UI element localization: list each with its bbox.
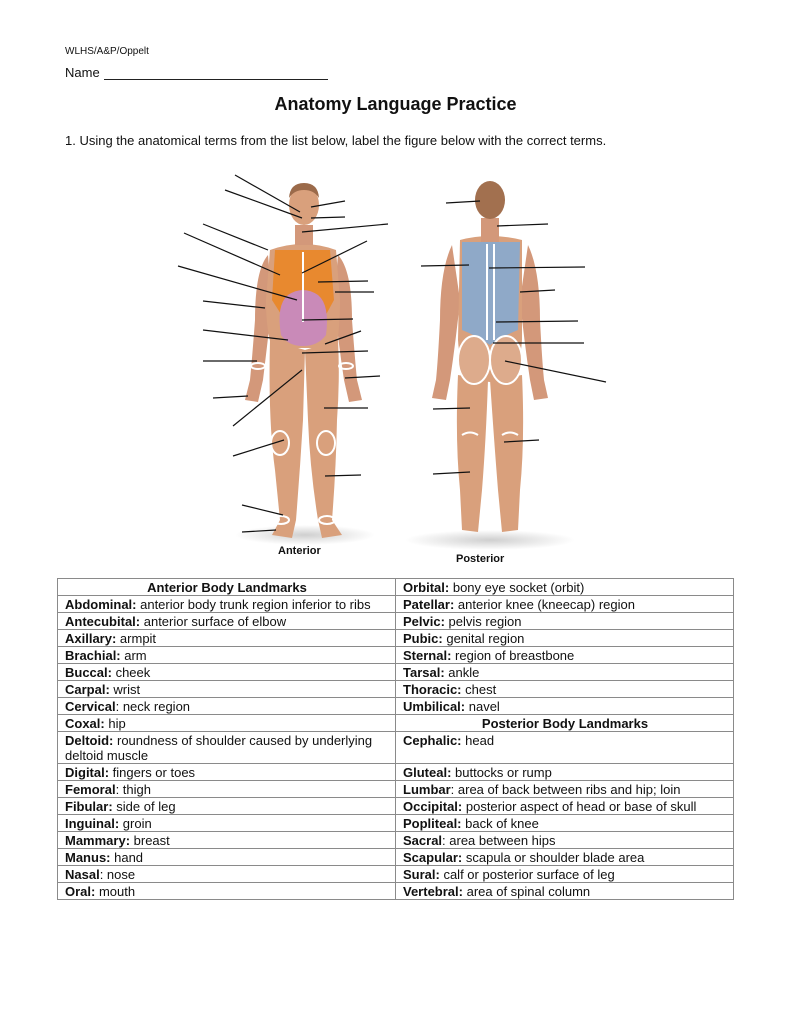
course-tag: WLHS/A&P/Oppelt xyxy=(65,46,149,57)
landmark-term: Gluteal: xyxy=(403,765,452,780)
anterior-figure xyxy=(235,183,375,545)
landmark-term: Fibular: xyxy=(65,799,113,814)
landmark-term: Abdominal: xyxy=(65,597,137,612)
landmark-term: Buccal: xyxy=(65,665,112,680)
landmark-cell xyxy=(58,798,396,815)
landmark-term: Scapular: xyxy=(403,850,463,865)
page-title: Anatomy Language Practice xyxy=(274,94,517,114)
landmark-cell xyxy=(396,579,734,596)
table-row xyxy=(58,815,734,832)
landmark-definition: : area of back between ribs and hip; loin xyxy=(450,782,681,797)
landmark-cell xyxy=(58,647,396,664)
landmark-definition: back of knee xyxy=(461,816,539,831)
landmark-cell xyxy=(58,764,396,781)
landmark-cell xyxy=(396,798,734,815)
landmark-definition: : thigh xyxy=(115,782,151,797)
landmark-term: Vertebral: xyxy=(403,884,463,899)
body-diagram xyxy=(170,165,620,575)
landmark-definition: chest xyxy=(461,682,497,697)
landmark-definition: ankle xyxy=(444,665,480,680)
landmark-definition: genital region xyxy=(442,631,525,646)
landmark-term: Brachial: xyxy=(65,648,121,663)
landmark-definition: mouth xyxy=(95,884,136,899)
landmark-term: Thoracic: xyxy=(403,682,462,697)
landmark-cell xyxy=(58,596,396,613)
table-row xyxy=(58,764,734,781)
landmark-term: Nasal xyxy=(65,867,100,882)
table-row xyxy=(58,613,734,630)
landmark-cell xyxy=(396,681,734,698)
landmark-cell xyxy=(396,883,734,900)
landmark-definition: region of breastbone xyxy=(451,648,575,663)
landmark-definition: navel xyxy=(465,699,500,714)
landmark-definition: cheek xyxy=(111,665,151,680)
landmark-definition: buttocks or rump xyxy=(451,765,552,780)
anatomy-figure xyxy=(170,165,620,575)
landmark-term: Deltoid: xyxy=(65,733,114,748)
landmark-definition: calf or posterior surface of leg xyxy=(439,867,615,882)
landmark-definition: roundness of shoulder caused by underlying deltoid muscle xyxy=(65,733,373,763)
landmark-term: Tarsal: xyxy=(403,665,445,680)
landmark-term: Mammary: xyxy=(65,833,131,848)
landmark-definition: : neck region xyxy=(115,699,191,714)
landmark-term: Sternal: xyxy=(403,648,452,663)
landmark-term: Sural: xyxy=(403,867,440,882)
landmark-cell xyxy=(58,681,396,698)
landmark-cell xyxy=(58,781,396,798)
table-row xyxy=(58,849,734,866)
landmark-cell xyxy=(58,664,396,681)
table-row xyxy=(58,596,734,613)
table-row xyxy=(58,681,734,698)
landmark-cell xyxy=(396,832,734,849)
posterior-label: Posterior xyxy=(456,553,505,565)
landmark-definition: posterior aspect of head or base of skull xyxy=(462,799,697,814)
name-blank-line[interactable] xyxy=(104,67,328,80)
landmark-cell xyxy=(396,664,734,681)
landmark-definition: head xyxy=(461,733,495,748)
landmark-cell xyxy=(396,613,734,630)
landmark-term: Pelvic: xyxy=(403,614,445,629)
landmark-cell xyxy=(396,764,734,781)
landmark-term: Occipital: xyxy=(403,799,463,814)
section-header: Anterior Body Landmarks xyxy=(58,579,396,596)
landmark-cell xyxy=(396,732,734,764)
landmark-definition: bony eye socket (orbit) xyxy=(449,580,585,595)
table-row xyxy=(58,664,734,681)
table-row xyxy=(58,630,734,647)
landmark-definition: hip xyxy=(104,716,126,731)
landmark-cell xyxy=(58,613,396,630)
landmark-cell xyxy=(58,866,396,883)
landmark-cell xyxy=(396,781,734,798)
landmark-cell xyxy=(58,832,396,849)
landmark-definition: scapula or shoulder blade area xyxy=(462,850,645,865)
landmark-term: Orbital: xyxy=(403,580,450,595)
landmark-definition: wrist xyxy=(109,682,141,697)
posterior-figure xyxy=(405,181,575,550)
landmark-cell xyxy=(58,732,396,764)
anterior-label: Anterior xyxy=(278,545,321,557)
landmark-definition: fingers or toes xyxy=(109,765,196,780)
table-row xyxy=(58,866,734,883)
landmark-cell xyxy=(58,698,396,715)
table-row xyxy=(58,832,734,849)
landmark-definition: area of spinal column xyxy=(462,884,591,899)
table-row xyxy=(58,732,734,764)
landmark-definition: pelvis region xyxy=(444,614,522,629)
landmark-definition: anterior body trunk region inferior to ribs xyxy=(136,597,371,612)
landmark-definition: hand xyxy=(110,850,144,865)
name-field xyxy=(65,65,328,80)
landmark-definition: arm xyxy=(120,648,147,663)
landmark-definition: breast xyxy=(130,833,170,848)
landmark-term: Oral: xyxy=(65,884,96,899)
landmark-term: Sacral xyxy=(403,833,443,848)
landmark-cell xyxy=(58,715,396,732)
landmark-cell xyxy=(58,883,396,900)
landmark-term: Femoral xyxy=(65,782,116,797)
landmark-term: Manus: xyxy=(65,850,111,865)
landmark-cell xyxy=(58,849,396,866)
landmark-term: Carpal: xyxy=(65,682,110,697)
landmark-term: Cephalic: xyxy=(403,733,462,748)
table-row xyxy=(58,883,734,900)
section-header: Posterior Body Landmarks xyxy=(396,715,734,732)
name-label: Name xyxy=(65,65,100,80)
landmark-definition: groin xyxy=(119,816,152,831)
table-row xyxy=(58,781,734,798)
landmark-cell xyxy=(396,630,734,647)
landmark-term: Umbilical: xyxy=(403,699,466,714)
table-row xyxy=(58,647,734,664)
landmark-term: Cervical xyxy=(65,699,116,714)
landmark-cell xyxy=(396,596,734,613)
landmark-term: Popliteal: xyxy=(403,816,462,831)
landmark-term: Patellar: xyxy=(403,597,455,612)
landmark-term: Pubic: xyxy=(403,631,443,646)
landmark-cell xyxy=(396,698,734,715)
landmarks-table xyxy=(57,578,734,900)
landmark-cell xyxy=(396,647,734,664)
table-row xyxy=(58,579,734,596)
landmark-cell xyxy=(396,815,734,832)
landmark-term: Axillary: xyxy=(65,631,117,646)
landmark-definition: anterior knee (kneecap) region xyxy=(454,597,635,612)
table-row xyxy=(58,715,734,732)
landmark-definition: armpit xyxy=(116,631,157,646)
landmark-cell xyxy=(396,866,734,883)
instruction-text: 1. Using the anatomical terms from the list below, label the figure below with the correct terms. xyxy=(65,133,607,148)
landmark-term: Lumbar xyxy=(403,782,451,797)
landmark-term: Antecubital: xyxy=(65,614,141,629)
table-row xyxy=(58,798,734,815)
landmark-cell xyxy=(58,630,396,647)
landmark-cell xyxy=(396,849,734,866)
landmark-cell xyxy=(58,815,396,832)
landmark-definition: : area between hips xyxy=(442,833,556,848)
landmark-definition: anterior surface of elbow xyxy=(140,614,287,629)
landmark-term: Coxal: xyxy=(65,716,105,731)
landmark-term: Digital: xyxy=(65,765,110,780)
landmark-term: Inguinal: xyxy=(65,816,120,831)
landmark-definition: : nose xyxy=(99,867,136,882)
landmark-definition: side of leg xyxy=(112,799,176,814)
table-row xyxy=(58,698,734,715)
